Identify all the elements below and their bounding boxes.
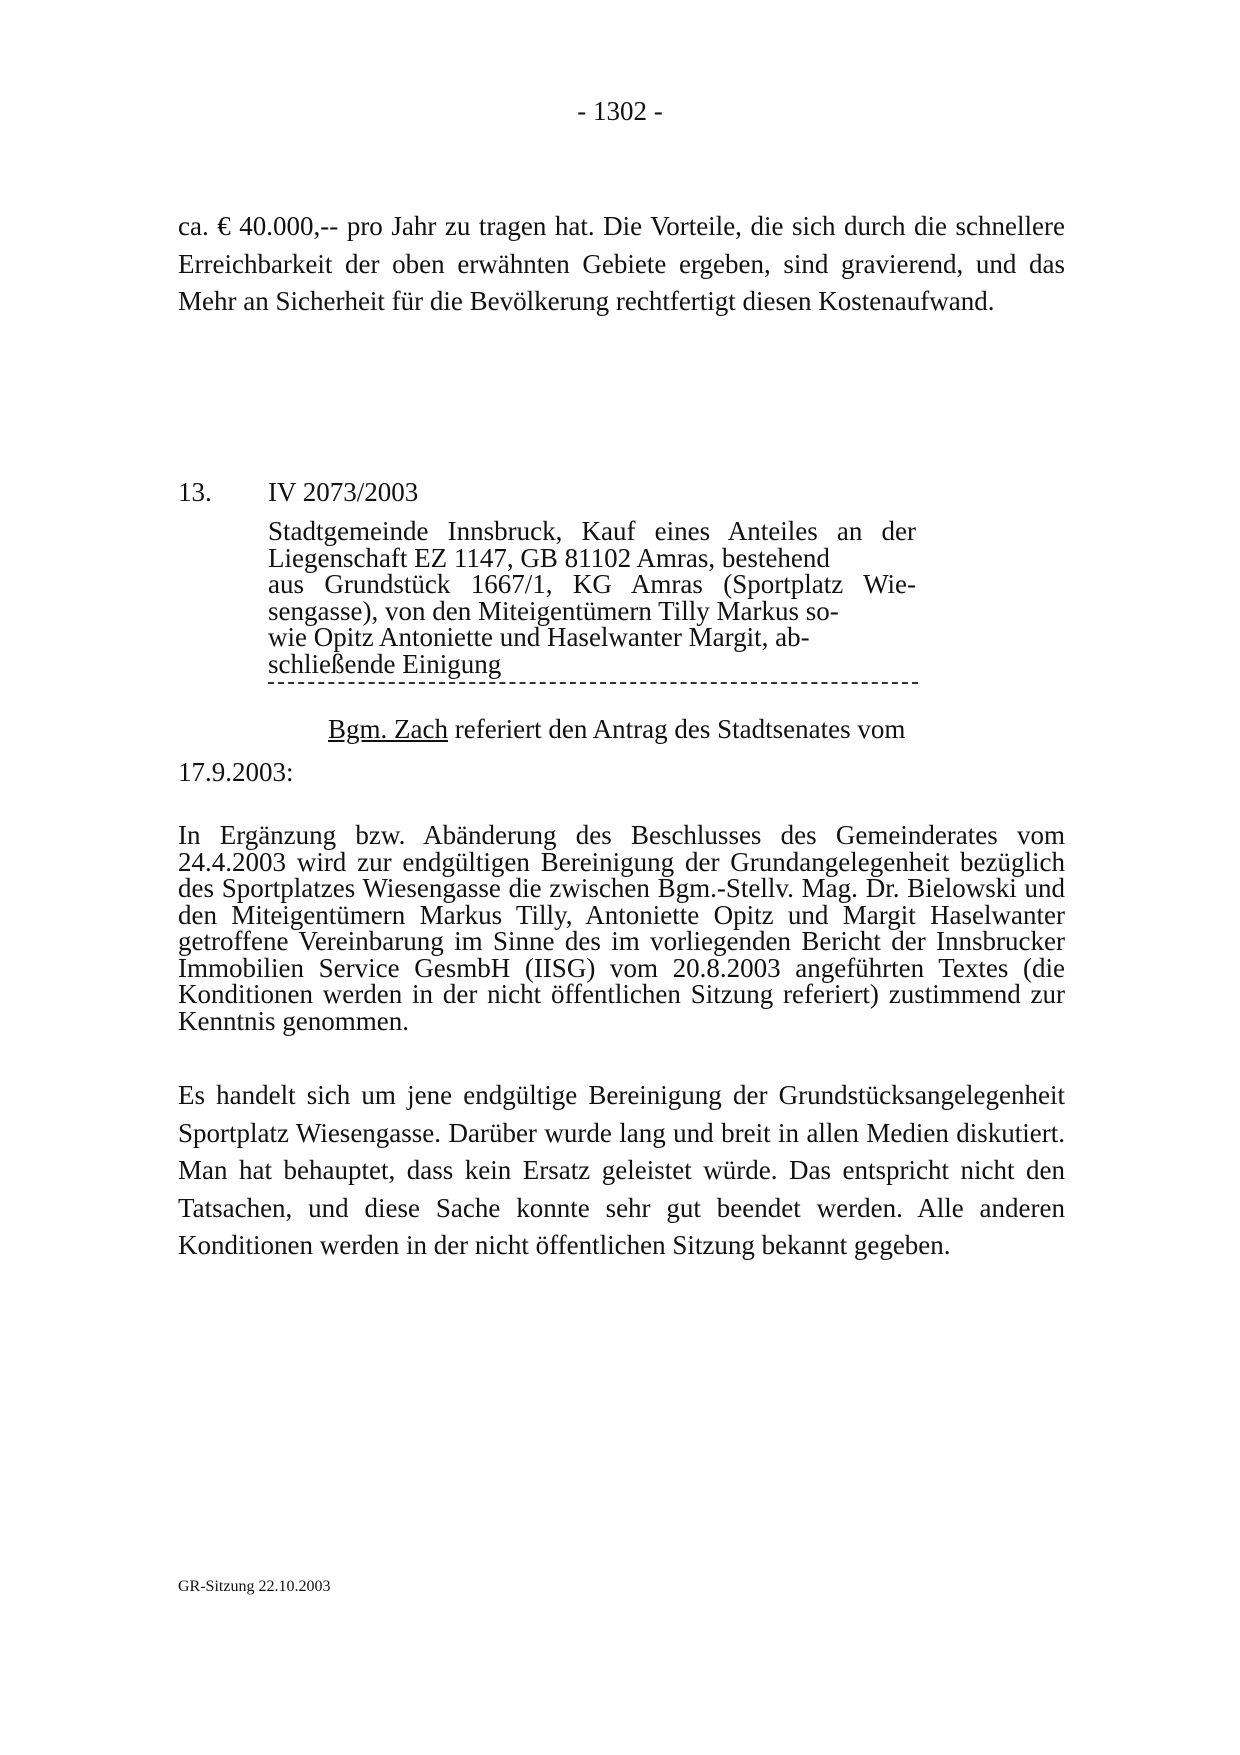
dashed-separator — [268, 682, 918, 684]
subject-line: schließende Einigung — [268, 648, 502, 679]
agenda-item-reference: IV 2073/2003 — [268, 477, 419, 507]
subject-line: Stadtgemeinde Innsbruck, Kauf eines Anteiles an der — [268, 516, 916, 546]
subject-line: wie Opitz Antoniette und Haselwanter Margit, ab- — [268, 622, 810, 652]
report-line — [328, 712, 905, 746]
report-text: referiert den Antrag des Stadtsenates vom — [447, 714, 906, 744]
intro-paragraph: ca. € 40.000,-- pro Jahr zu tragen hat. Die Vorteile, die sich durch die schnellere Erreichbarkeit der oben erwähnten Gebiete ergeben, sind gravierend, und das Mehr an Sicherheit für die Bevölkerung rechtfertigt diesen Kostenaufwand. — [178, 211, 1065, 316]
report-date: 17.9.2003: — [178, 757, 294, 787]
page-number: - 1302 - — [577, 96, 663, 126]
footer-session-date: GR-Sitzung 22.10.2003 — [178, 1578, 331, 1595]
subject-line: aus Grundstück 1667/1, KG Amras (Sportplatz Wie- — [268, 569, 916, 599]
discussion-paragraph: Es handelt sich um jene endgültige Bereinigung der Grundstücksangelegenheit Sportplatz Wiesengasse. Darüber wurde lang und breit in allen Medien diskutiert. Man hat behauptet, dass kein Ersatz geleistet würde. Das entspricht nicht den Tatsachen, und diese Sache konnte sehr gut beendet werden. Alle anderen Konditionen werden in der nicht öffentlichen Sitzung bekannt gegeben. — [178, 1080, 1065, 1260]
speaker-name: Bgm. Zach — [328, 714, 448, 744]
agenda-item-subject — [268, 518, 916, 677]
subject-line: Liegenschaft EZ 1147, GB 81102 Amras, bestehend — [268, 542, 830, 573]
resolution-paragraph: In Ergänzung bzw. Abänderung des Beschlusses des Gemeinderates vom 24.4.2003 wird zur endgültigen Bereinigung der Grundangelegenheit bezüglich des Sportplatzes Wiesengasse die zwischen Bgm.-Stellv. Mag. Dr. Bielowski und den Miteigentümern Markus Tilly, Antoniette Opitz und Margit Haselwanter getroffene Vereinbarung im Sinne des im vorliegenden Bericht der Innsbrucker Immobilien Service GesmbH (IISG) vom 20.8.2003 angeführten Textes (die Konditionen werden in der nicht öffentlichen Sitzung referiert) zustimmend zur Kenntnis genommen. — [178, 820, 1065, 1036]
subject-line: sengasse), von den Miteigentümern Tilly Markus so- — [268, 595, 839, 626]
agenda-item-number: 13. — [178, 477, 212, 507]
